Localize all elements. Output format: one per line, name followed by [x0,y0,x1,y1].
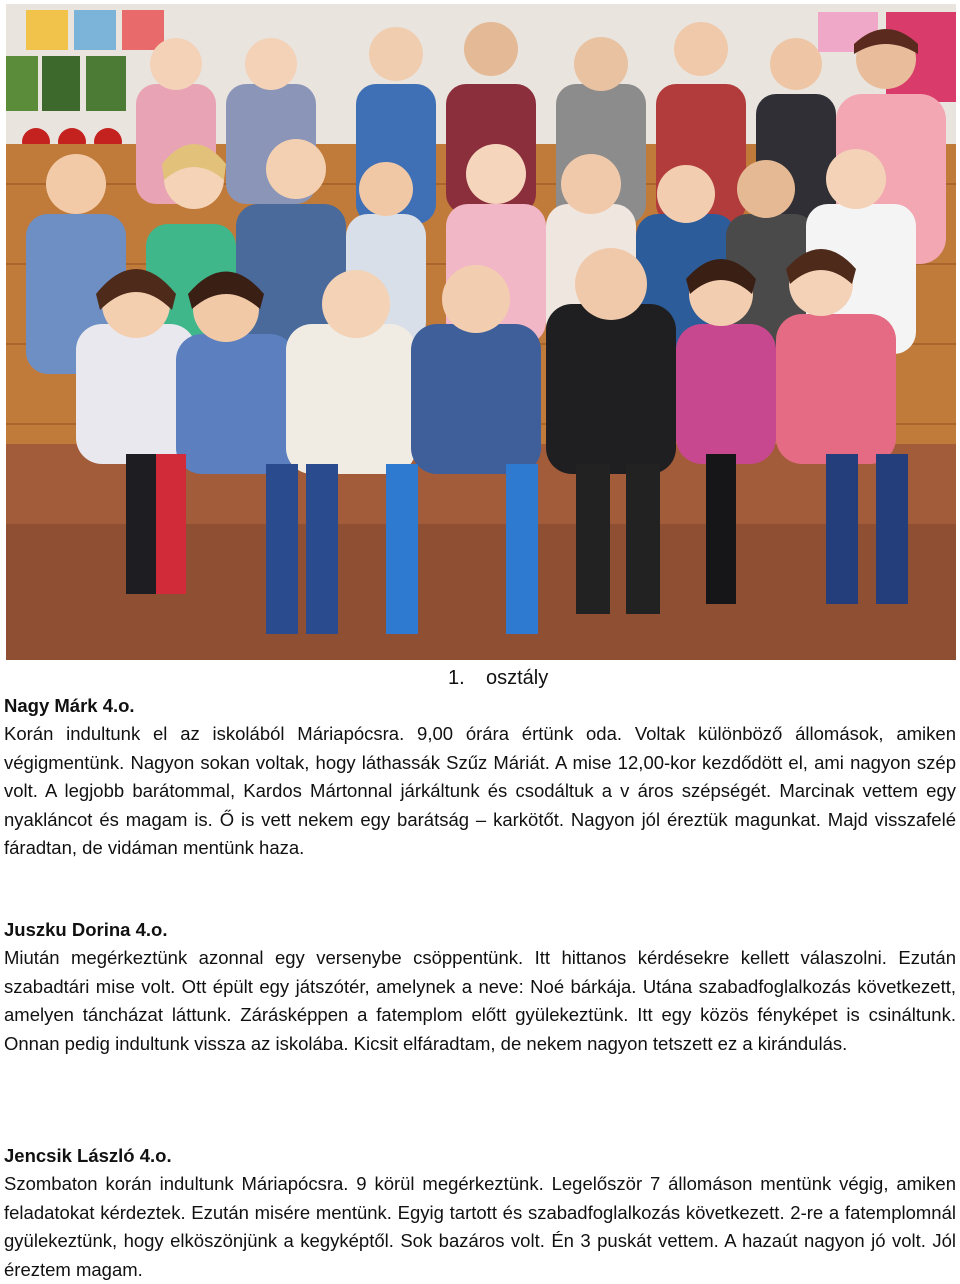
story-text: Miután megérkeztünk azonnal egy versenybe csöppentünk. Itt hittanos kérdésekre kellett válaszolni. Ezután szabadtári mise volt. Ott épült egy játszótér, amelynek a neve: Noé bárkája. Utána szabadfoglalkozás következett, amelyen táncházat láttunk. Zárásképpen a fatemplom előtt gyülekeztünk. Itt egy közös fényképet is csináltunk. Onnan pedig indultunk vissza az iskolába. Kicsit elfáradtam, de nekem nagyon tetszett ez a kirándulás. [4,947,956,1054]
story-juszku-dorina [4,916,956,1058]
story-text: Szombaton korán indultunk Máriapócsra. 9 körül megérkeztünk. Legelőször 7 állomáson mentünk végig, amiken feladatokat kérdeztek. Ezután misére mentünk. Egyig tartott és szabadfoglalkozás következett. 2-re a fatemplomnál gyülekeztünk, hogy elköszönjünk a kegyképtől. Sok bazáros volt. Én 3 puskát vettem. A hazaút nagyon jó volt. Jól éreztem magam. [4,1173,956,1280]
story-nagy-mark [4,692,956,862]
caption-label: osztály [486,667,549,689]
story-author: Jencsik László 4.o. [4,1145,172,1166]
story-author: Juszku Dorina 4.o. [4,919,168,940]
story-author: Nagy Márk 4.o. [4,695,135,716]
caption-number: 1. [448,667,465,689]
story-jencsik-laszlo [4,1142,956,1284]
group-photo-illustration [6,4,956,660]
story-text: Korán indultunk el az iskolából Máriapócsra. 9,00 órára értünk oda. Voltak különböző állomások, amiken végigmentünk. Nagyon sokan voltak, hogy láthassák Szűz Máriát. A mise 12,00-kor kezdődött el, ami nagyon szép volt. A legjobb barátommal, Kardos Mártonnal járkáltunk és csodáltuk a v áros szépségét. Marcinak vettem egy nyakláncot és magam is. Ő is vett nekem egy barátság – karkötőt. Nagyon jól éreztük magunkat. Majd visszafelé fáradtan, de vidáman mentünk haza. [4,723,956,859]
class-caption [448,664,548,692]
class-group-photo [6,4,956,660]
